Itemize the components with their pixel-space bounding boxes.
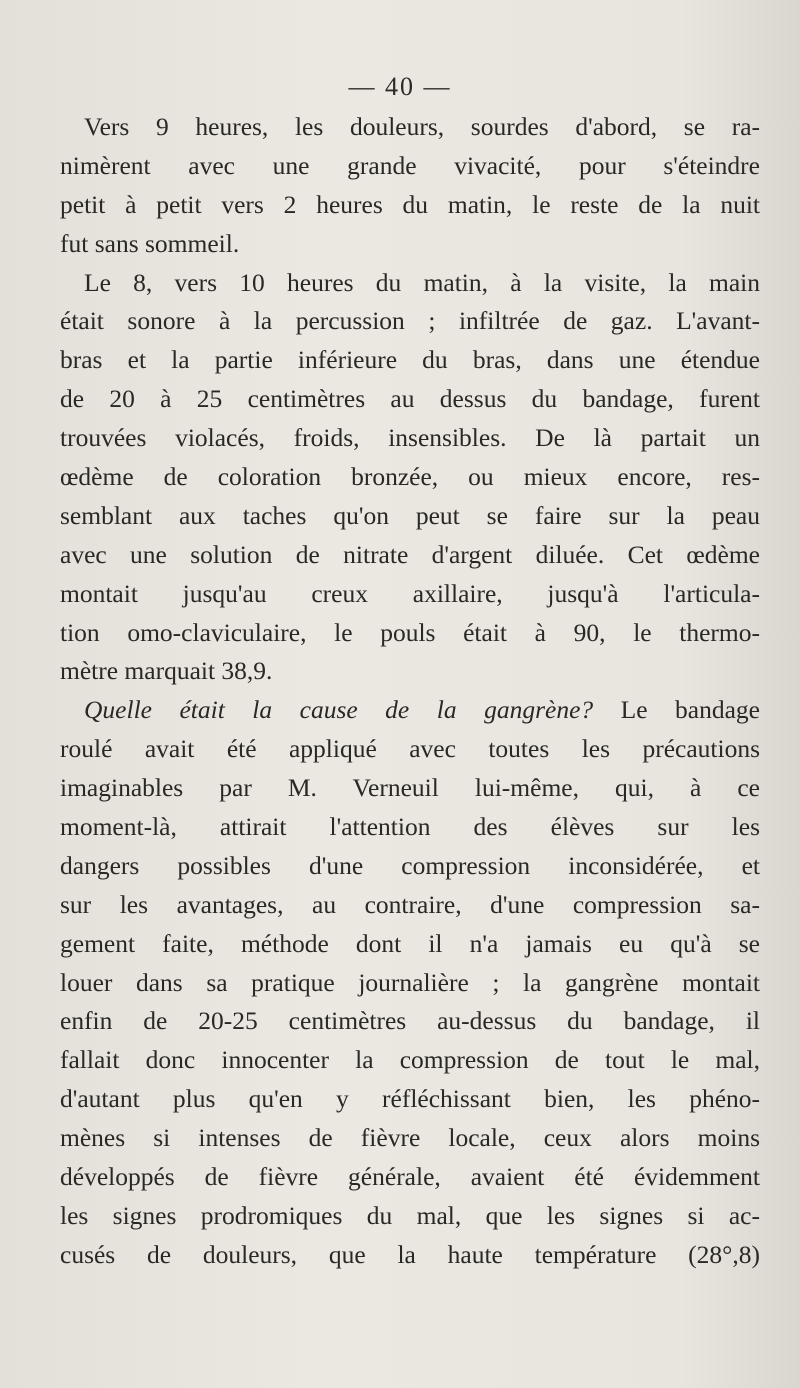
paragraph (60, 691, 760, 1274)
text-line: Vers 9 heures, les douleurs, sourdes d'abord, se ra- (84, 112, 760, 141)
text-line: nimèrent avec une grande vivacité, pour s'éteindre (60, 150, 760, 180)
text-line: avec une solution de nitrate d'argent diluée. Cet œdème (60, 539, 760, 569)
text-line: enfin de 20-25 centimètres au-dessus du bandage, il (60, 1006, 760, 1036)
text-line: d'autant plus qu'en y réfléchissant bien, les phéno- (60, 1084, 760, 1114)
text-line: roulé avait été appliqué avec toutes les précautions (60, 734, 760, 764)
text-line: œdème de coloration bronzée, ou mieux encore, res- (60, 462, 760, 492)
text-line (60, 691, 760, 730)
text-line: fallait donc innocenter la compression de tout le mal, (60, 1045, 760, 1075)
italic-question: Quelle était la cause de la gangrène? (84, 695, 594, 725)
text-line: gement faite, méthode dont il n'a jamais eu qu'à se (60, 928, 760, 958)
text-line: développés de fièvre générale, avaient été évidemment (60, 1162, 760, 1192)
text-line: fut sans sommeil. (60, 228, 240, 258)
text-line: semblant aux taches qu'on peut se faire sur la peau (60, 500, 760, 530)
text-line: trouvées violacés, froids, insensibles. De là partait un (60, 423, 760, 453)
text-line: imaginables par M. Verneuil lui-même, qui, à ce (60, 773, 760, 803)
text-line: les signes prodromiques du mal, que les signes si ac- (60, 1200, 760, 1230)
text-line: montait jusqu'au creux axillaire, jusqu'à l'articula- (60, 578, 760, 608)
text-line: moment-là, attirait l'attention des élèves sur les (60, 812, 760, 842)
text-line: bras et la partie inférieure du bras, dans une étendue (60, 345, 760, 375)
text-line: louer dans sa pratique journalière ; la gangrène montait (60, 967, 760, 997)
text-line: dangers possibles d'une compression inconsidérée, et (60, 850, 760, 880)
text-line: de 20 à 25 centimètres au dessus du bandage, furent (60, 384, 760, 414)
page-number: — 40 — (348, 72, 452, 101)
paragraph (60, 264, 760, 692)
text-line: tion omo-claviculaire, le pouls était à 90, le thermo- (60, 617, 760, 647)
text-line: petit à petit vers 2 heures du matin, le reste de la nuit (60, 189, 760, 219)
text-line: mènes si intenses de fièvre locale, ceux alors moins (60, 1123, 760, 1153)
body-text (60, 108, 760, 1275)
text-line: cusés de douleurs, que la haute température (28°,8) (60, 1239, 760, 1269)
paragraph (60, 108, 760, 264)
text-line: Le 8, vers 10 heures du matin, à la visite, la main (84, 267, 760, 297)
text-line: mètre marquait 38,9. (60, 656, 273, 686)
text-line: sur les avantages, au contraire, d'une compression sa- (60, 889, 760, 919)
text-line: était sonore à la percussion ; infiltrée de gaz. L'avant- (60, 306, 760, 336)
text-fragment: Le bandage (620, 695, 760, 725)
